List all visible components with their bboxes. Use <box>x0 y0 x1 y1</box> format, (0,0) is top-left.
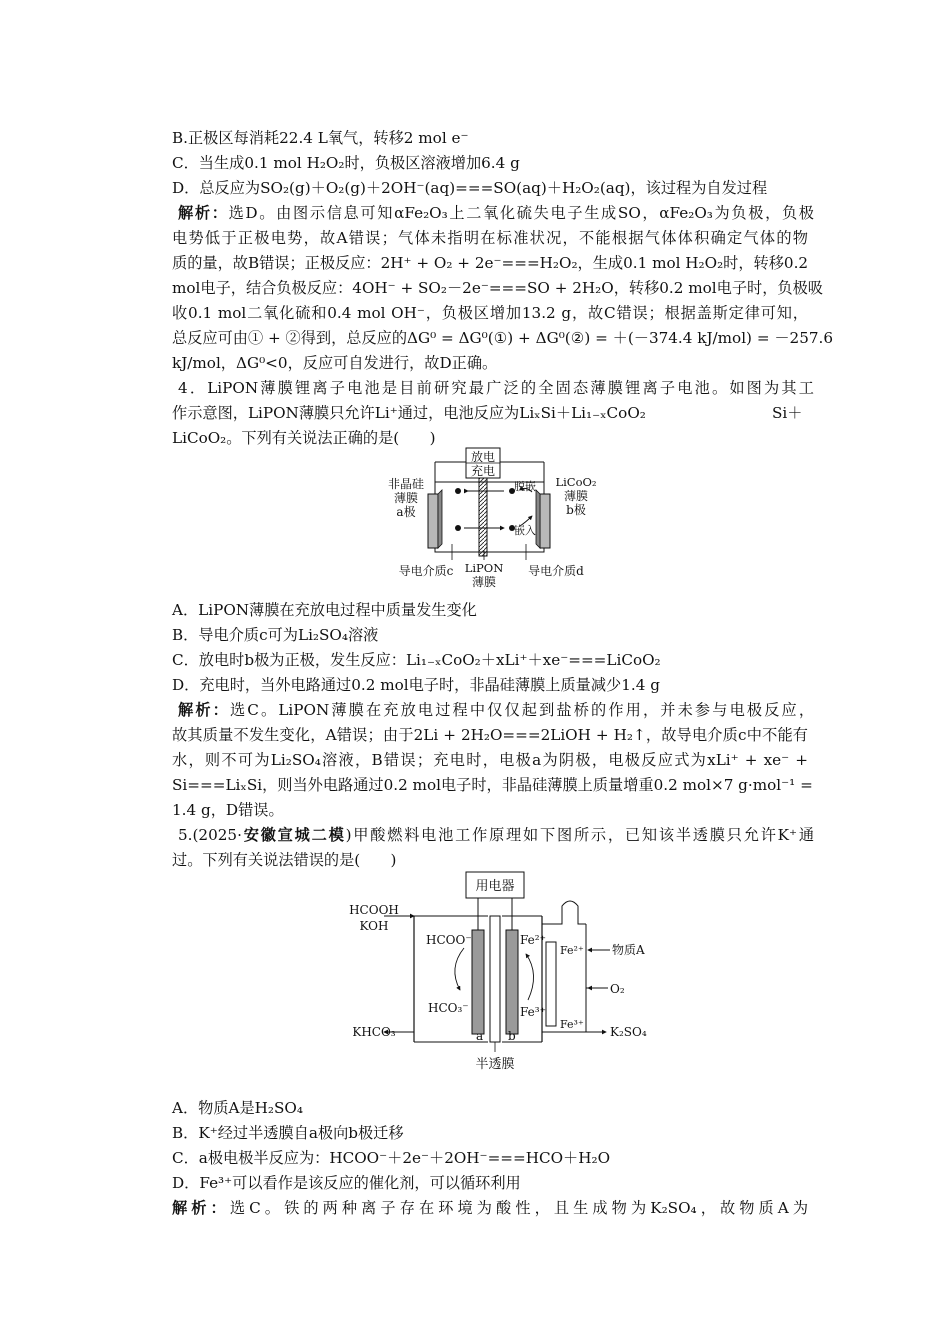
q4-stem-line: LiCoO₂。下列有关说法正确的是( ) <box>172 429 436 447</box>
b-electrode-label: 薄膜 <box>563 489 589 503</box>
q3-analysis-line: 解析：选D。由图示信息可知αFe₂O₃上二氧化硫失电子生成SO，αFe₂O₃为负极，负极 <box>178 204 814 222</box>
lipon-label: LiPON <box>464 561 504 575</box>
medium-d-label: 导电介质d <box>528 564 584 578</box>
q5-option: D．Fe³⁺可以看作是该反应的催化剂，可以循环利用 <box>172 1174 521 1192</box>
q4-analysis-line: Si===LiₓSi，则当外电路通过0.2 mol电子时，非晶硅薄膜上质量增重0.2 mol×7 g·mol⁻¹ = <box>172 776 813 794</box>
q5-analysis-label: 解析： <box>172 1199 230 1217</box>
q5-stem-line: 5.(2025·安徽宣城二模)甲酸燃料电池工作原理如下图所示，已知该半透膜只允许K⁺通 <box>178 826 815 844</box>
regeneration-column <box>546 942 556 1026</box>
q4-analysis-line: 水，则不可为Li₂SO₄溶液，B错误；充电时，电极a为阴极，电极反应式为xLi⁺ + xe⁻ + <box>172 751 808 769</box>
q4-analysis-line: 故其质量不发生变化，A错误；由于2Li + 2H₂O===2LiOH + H₂↑，故导电介质c中不能有 <box>172 726 808 744</box>
q4-analysis-label: 解析： <box>178 701 230 719</box>
a-electrode <box>428 494 438 548</box>
q3-analysis-line: mol电子，结合负极反应：4OH⁻ + SO₂－2e⁻===SO + 2H₂O，转移0.2 mol电子时，负极吸 <box>172 279 823 297</box>
q5-option: B．K⁺经过半透膜自a极向b极迁移 <box>172 1124 404 1142</box>
device-label: 用电器 <box>475 879 515 894</box>
intercalation-label: 嵌入 <box>514 524 536 537</box>
b-electrode <box>540 494 550 548</box>
li-ion-dot <box>455 525 461 531</box>
inlet-label: HCOOH <box>349 903 399 917</box>
semipermeable-membrane <box>490 916 500 1042</box>
q3-analysis-line: 电势低于正极电势，故A错误；气体未指明在标准状况，不能根据气体体积确定气体的物 <box>172 229 808 247</box>
material-a-label: 物质A <box>612 943 645 957</box>
q3-analysis-line: kJ/mol，ΔG⁰<0，反应可自发进行，故D正确。 <box>172 354 498 372</box>
q4-option: A．LiPON薄膜在充放电过程中质量发生变化 <box>172 601 477 619</box>
electrode-a-label: a <box>476 1029 484 1043</box>
q5-analysis-line: 解析：选C。铁的两种离子存在环境为酸性，且生成物为K₂SO₄，故物质A为 <box>172 1199 809 1217</box>
q4-analysis-line: 1.4 g，D错误。 <box>172 801 284 819</box>
electrode-a <box>472 930 484 1034</box>
a-electrode-label: 非晶硅 <box>387 477 425 491</box>
fe2-right-label: Fe²⁺ <box>560 944 584 957</box>
k2so4-label: K₂SO₄ <box>610 1025 647 1039</box>
q4-option: B．导电介质c可为Li₂SO₄溶液 <box>172 626 379 644</box>
electrode-b-label: b <box>508 1029 516 1043</box>
switch-discharge-label: 放电 <box>470 450 496 464</box>
q5-option: C．a极电极半反应为：HCOO⁻＋2e⁻＋2OH⁻===HCO＋H₂O <box>172 1149 611 1167</box>
o2-label: O₂ <box>610 982 625 996</box>
q4-option: C．放电时b极为正极，发生反应：Li₁₋ₓCoO₂＋xLi⁺＋xe⁻===LiCoO₂ <box>172 651 661 669</box>
q5-stem-line: 过。下列有关说法错误的是( ) <box>172 851 397 869</box>
inlet-label: KOH <box>359 919 389 933</box>
q3-option-d: D．总反应为SO₂(g)＋O₂(g)＋2OH⁻(aq)===SO(aq)＋H₂O₂(aq)，该过程为自发过程 <box>172 179 768 197</box>
a-electrode-label: a极 <box>396 505 416 519</box>
q4-analysis-line: 解析：选C。LiPON薄膜在充放电过程中仅仅起到盐桥的作用，并未参与电极反应， <box>178 701 815 719</box>
formic-acid-fuel-cell-diagram <box>348 870 648 1078</box>
fe3-right-label: Fe³⁺ <box>560 1018 584 1031</box>
a-electrode-label: 薄膜 <box>393 491 419 505</box>
q3-analysis-label: 解析： <box>178 204 229 222</box>
q3-option-c: C．当生成0.1 mol H₂O₂时，负极区溶液增加6.4 g <box>172 154 520 172</box>
li-ion-dot <box>455 488 461 494</box>
fe2-label: Fe²⁺ <box>520 933 546 947</box>
hcoo-label: HCOO⁻ <box>426 933 472 947</box>
membrane-label: 半透膜 <box>475 1057 515 1072</box>
b-electrode-label: b极 <box>566 503 586 517</box>
fe3-label: Fe³⁺ <box>520 1005 546 1019</box>
q3-option-b: B.正极区每消耗22.4 L氧气，转移2 mol e⁻ <box>172 129 469 147</box>
khco3-label: KHCO₃ <box>352 1025 396 1039</box>
lipon-battery-diagram <box>380 446 600 592</box>
q5-source: 安徽宣城二模 <box>241 826 346 844</box>
q5-option: A．物质A是H₂SO₄ <box>172 1099 303 1117</box>
b-electrode-label: LiCoO₂ <box>555 475 597 489</box>
lipon-label: 薄膜 <box>471 575 497 589</box>
electrode-b <box>506 930 518 1034</box>
hco3-label: HCO₃⁻ <box>428 1001 469 1015</box>
deintercalation-label: 脱嵌 <box>514 480 536 493</box>
switch-charge-label: 充电 <box>470 464 496 478</box>
medium-c-label: 导电介质c <box>398 564 454 578</box>
q4-stem-line: 4．LiPON薄膜锂离子电池是目前研究最广泛的全固态薄膜锂离子电池。如图为其工 <box>178 379 814 397</box>
q4-option: D．充电时，当外电路通过0.2 mol电子时，非晶硅薄膜上质量减少1.4 g <box>172 676 660 694</box>
q4-stem-product: Si＋ <box>772 404 803 422</box>
q4-stem-line: 作示意图，LiPON薄膜只允许Li⁺通过，电池反应为LiₓSi＋Li₁₋ₓCoO₂ <box>172 404 646 422</box>
lipon-membrane <box>479 478 487 556</box>
q3-analysis-line: 质的量，故B错误；正极反应：2H⁺ + O₂ + 2e⁻===H₂O₂，生成0.1 mol H₂O₂时，转移0.2 <box>172 254 809 272</box>
q3-analysis-line: 总反应可由① + ②得到，总反应的ΔG⁰ = ΔG⁰(①) + ΔG⁰(②) = ＋(－374.4 kJ/mol) = －257.6 <box>172 329 834 347</box>
q3-analysis-line: 收0.1 mol二氧化硫和0.4 mol OH⁻，负极区增加13.2 g，故C错误；根据盖斯定律可知， <box>172 304 808 322</box>
